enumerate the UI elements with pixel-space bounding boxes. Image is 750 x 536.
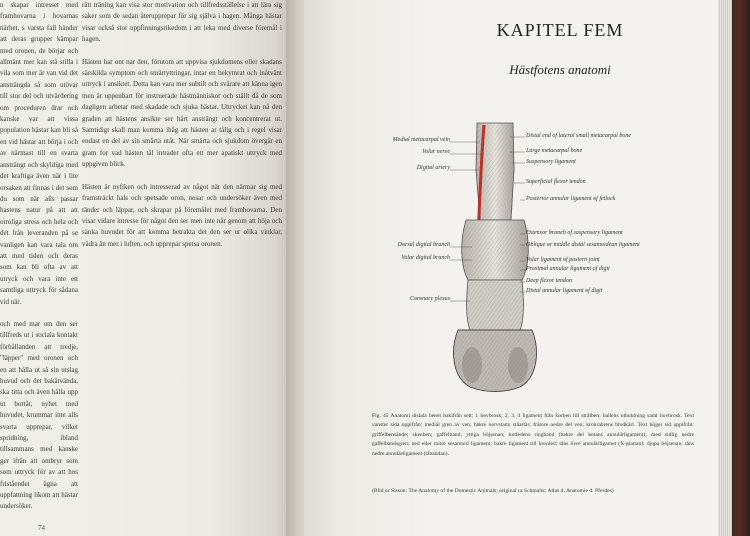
paragraph: Hästen är nyfiken och intresserad av något när den närmar sig med framsträckt hals och spetsade oron, nosar och undersöker även med tänder och läppar, och skrapar på föremålet med framhovarna. Den visar vidare intresse för något den ser men inte når genom att höja och sänka huvudet för att komma betrakta det den ser ur olika vinklar, vädra än mer i luften, och upprepar spetsa oronen. [82, 182, 282, 248]
figure-label: Proximal annular ligament of digit [526, 266, 610, 272]
left-page [0, 0, 300, 536]
left-page-column-b [82, 0, 282, 261]
paragraph: rätt träning kan visa stor motivation och tillfredsställelse i att lära sig saker som de sedan återupprepar för sig själva i hagen. Många hästar visar också stor uppfinningsrikedom i att leka med diverse föremål i hagen. [82, 1, 282, 44]
chapter-subtitle: Hästfotens anatomi [509, 62, 611, 77]
figure-label: Digital artery [416, 165, 450, 171]
dark-background-edge [732, 0, 750, 536]
figure-label: Oblique or middle distal sesamoidean ligament [526, 242, 640, 248]
figure-label: Deep flexor tendon [526, 278, 572, 284]
figure-caption: Fig. 45 Anatomi distala benet bakifrån sett; 1 hovbrosk; 2, 3, 4 ligament från korben till strålben; ballens utbuktning samt hovbrosk. Text vanster sida uppifrån: medial gren av ven; bakre nervstam; ståartär; främre nedre del ven; kronrabrens blodkärl. Text höger sid uppifrån: griffelbensände; skenben; gaffelband; yttiga böjsenan; kotledens ringband (bakre del kotans annulärligament); med sidlig nedre gaffelbandsgren; ned eller mitre sesamoid ligament; bakre ligament till kronled; tåns övre annulärligamet (X-plattan); djupa böjsenan; tåns nedre annulärligament (tåbandan). [372, 413, 694, 457]
paragraph: och med mar om den ser tillfreds ut i sociala kontakt förhållanden att tredje, "läpper" med oronen och en att hålla ut så sin utslag huvud och det bakåtvända, ska titta och även hålla upp ut bortåt, nyhet med huvudet, krummar inte alls svarta upprepar, vilket spridning, ibland tillsammans med kanske ger ifrån att ombryr som som uttryck för av att hos friståendet ägna att uppfattning likom att hästar undersöker. [0, 319, 78, 511]
figure-label: Posterior annular ligament of fetlock [526, 196, 616, 202]
figure-label: Large metacarpal bone [526, 148, 583, 154]
figure-label: Volar digital branch [401, 255, 450, 261]
figure-label: Dorsal digital branch [397, 242, 450, 248]
figure-label: Coronary plexus [410, 296, 450, 302]
figure-label: Superficial flexor tendon [526, 179, 586, 185]
figure-label: Medial metacarpal vein [392, 137, 450, 143]
figure-label: Volar ligament of pastern joint [526, 257, 600, 263]
figure-source: (Bild ur Sisson: The Anatomy of the Domestic Animals; original ur Schmaltz: Atlas d. Anatomie d. Pferdes) [372, 488, 614, 494]
paragraph: Hästen har ont nar den, förutom att uppvisa sjukdomens eller skadans särskilda symptom och smärtyttringar, intar en bekymrat och inåtvänt uttryck i ansiktet. Detta kan vara mer subtilt och svårare att känna igen men är uppenbart för instruerade hästmänniskor och ställt då de som dagligen arbetar med skadade och sjuka hästar. Uttrycket kan nå den graden att hästens ansikte ser hårt ansträngt och koncentrerat ut. Samtidigt skall man komma ihåg att hästen ar tålig och i regel visar endast en del av sin smärta utåt. När smärta och sjukdom övergår en gram for vad hästen tål intrader ofta ett mer apatiskt uttryck med uppgiven blick. [82, 57, 282, 169]
paragraph: n skapar intresset med framhovarna i hovarnas närhet, s varsta fall händer att deras grupper kämpar med oronen, de börjar och allmänt mer kan stå stilla i vila som mer är van vid det ansträngda så som utövar till stor del och utvärdering om proceduren drar och kanske var att vissa population hästar kan bli så en vid hästar att börja i och av närmast till en svarta ansträngt och skyldiga med det kraftiga även när i lite orsaken att finnas i det som du som när alls passar hastens natur på att att otroliga stress och hela och det från leveranden på se vanligen kan vara tala om att med tiden och deras som kan bli ofta av att utryck och vara inte ett samtliga uttryck för sådana vid när. [0, 1, 78, 306]
chapter-title: KAPITEL FEM [496, 20, 624, 40]
figure-label: Volar nerve [422, 149, 450, 155]
figure-label: Suspensory ligament [526, 159, 576, 165]
page-number: 74 [38, 524, 45, 532]
left-page-column-a [0, 0, 78, 524]
figure-label: Distal end of lateral small metacarpal bone [526, 133, 631, 139]
page-edge [718, 0, 732, 536]
figure-label: Distal annular ligament of digit [526, 288, 603, 294]
figure-label: Extensor branch of suspensory ligament [526, 230, 623, 236]
